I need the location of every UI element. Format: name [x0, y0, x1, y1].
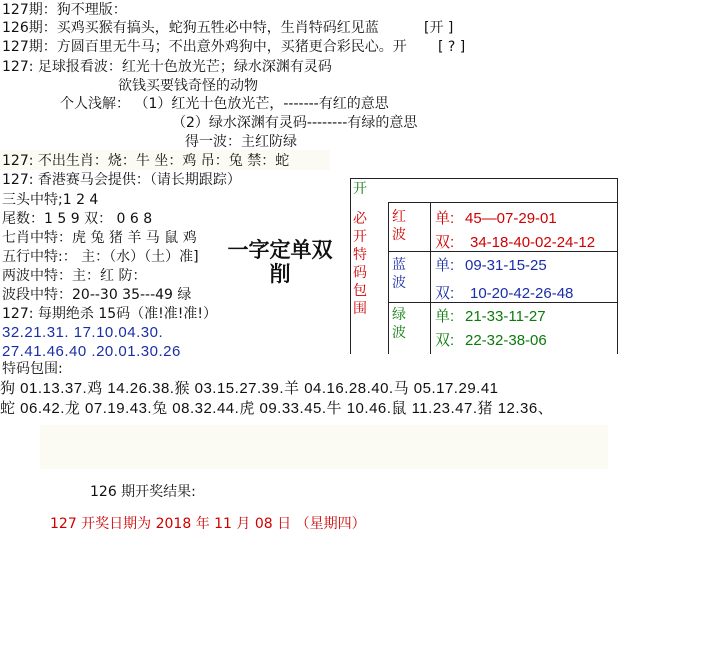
- table-header-open: 开: [353, 181, 367, 197]
- green-even-values: 22-32-38-06: [465, 332, 547, 349]
- line-five-elements: 五行中特:： 主：（水）（土）准]: [2, 249, 199, 265]
- green-odd-values: 21-33-11-27: [465, 308, 546, 325]
- red-even-values: 34-18-40-02-24-12: [470, 234, 596, 251]
- blue-even-values: 10-20-42-26-48: [470, 285, 574, 302]
- line-zodiac-numbers-1: 狗 01.13.37.鸡 14.26.38.猴 03.15.27.39.羊 04.16.28.40.马 05.17.29.41: [0, 380, 499, 397]
- line-126-result: 126 期开奖结果:: [90, 484, 196, 500]
- red-even-label: 双:: [435, 234, 455, 251]
- line-issue-title: 127期：狗不理版：: [2, 2, 127, 18]
- line-seven-zodiac: 七肖中特：虎 兔 猪 羊 马 鼠 鸡: [2, 230, 197, 246]
- highlight-band-bottom: [40, 425, 608, 469]
- line-explain-1: 个人浅解： （1）红光十色放光芒，-------有红的意思: [60, 96, 389, 112]
- line-no-zodiac: 127: 不出生肖：烧：牛 坐：鸡 吊：兔 禁：蛇: [2, 153, 290, 169]
- line-zodiac-numbers-2: 蛇 06.42.龙 07.19.43.兔 08.32.44.虎 09.33.45.牛 10.46.鼠 11.23.47.猪 12.36、: [0, 400, 554, 417]
- line-tail-numbers: 尾数：1 5 9 双： 0 6 8: [2, 211, 153, 227]
- line-127-open: [ ? ]: [438, 39, 466, 55]
- line-126-open: [开 ]: [424, 20, 454, 36]
- line-kill-numbers-2: 27.41.46.40 .20.01.30.26: [2, 343, 181, 360]
- line-two-waves: 两波中特：主：红 防：: [2, 268, 147, 284]
- wave-label-red: 红波: [392, 209, 406, 243]
- green-odd-label: 单:: [435, 308, 455, 325]
- red-odd-label: 单:: [435, 210, 455, 227]
- line-kill-numbers-1: 32.21.31. 17.10.04.30.: [2, 324, 164, 341]
- line-kill-15: 127: 每期绝杀 15码（准!准!准!）: [2, 306, 217, 322]
- line-127-poem: 127期：方圆百里无牛马；不出意外鸡狗中，买猪更合彩民心。开: [2, 39, 407, 55]
- line-hk-provider: 127: 香港赛马会提供：（请长期跟踪）: [2, 172, 241, 188]
- wave-label-green: 绿波: [392, 307, 406, 341]
- line-explain-2: （2）绿水深渊有灵码--------有绿的意思: [172, 115, 418, 131]
- red-odd-values: 45—07-29-01: [465, 210, 557, 227]
- green-even-label: 双:: [435, 332, 455, 349]
- table-side-label: 必开特码包围: [353, 211, 367, 317]
- line-wave-segment: 波段中特：20--30 35---49 绿: [2, 287, 192, 303]
- blue-odd-values: 09-31-15-25: [465, 257, 547, 274]
- line-wave-result: 得一波：主红防绿: [185, 134, 297, 150]
- line-football-wave: 127: 足球报看波：红光十色放光芒；绿水深渊有灵码: [2, 59, 332, 75]
- line-three-heads: 三头中特;1 2 4: [2, 192, 99, 208]
- line-riddle: 欲钱买要钱奇怪的动物: [118, 78, 258, 94]
- slogan-one-word: 一字定单双削: [227, 238, 333, 286]
- line-126-poem: 126期：买鸡买猴有搞头，蛇狗五牲必中特，生肖特码红见蓝: [2, 20, 379, 36]
- wave-label-blue: 蓝波: [392, 257, 406, 291]
- blue-odd-label: 单:: [435, 257, 455, 274]
- line-127-draw-date: 127 开奖日期为 2018 年 11 月 08 日 （星期四）: [50, 516, 366, 532]
- line-special-code-title: 特码包围:: [2, 361, 63, 377]
- blue-even-label: 双:: [435, 285, 455, 302]
